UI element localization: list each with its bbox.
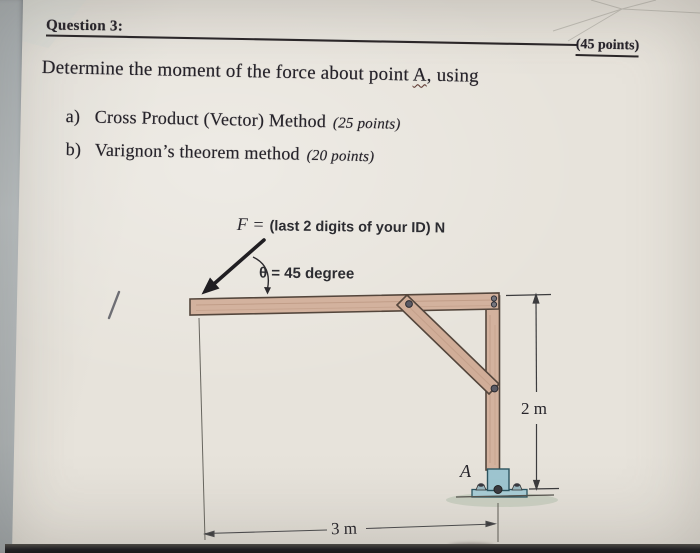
item-label: b) (65, 139, 82, 160)
item-points: (25 points) (332, 115, 401, 133)
force-arrow (202, 240, 265, 295)
item-points: (20 points) (306, 147, 375, 166)
brace-top-pin (406, 301, 413, 308)
item-text: Varignon’s theorem method (94, 139, 300, 164)
beam-member (190, 293, 499, 315)
force-value: (last 2 digits of your ID) N (269, 218, 446, 237)
force-symbol: F = (236, 214, 265, 235)
item-label: a) (65, 106, 81, 127)
prompt-prefix: Determine the moment of the force about point (41, 57, 414, 86)
point-a-label: A (460, 461, 471, 481)
prompt-suffix: , using (426, 64, 480, 87)
photo-bottom-edge (5, 544, 700, 553)
dim-2m-label: 2 m (521, 399, 547, 418)
points-badge: (45 points) (576, 37, 640, 58)
dim-2m-lines (506, 295, 559, 490)
header-rule (46, 36, 578, 46)
angle-label: θ = 45 degree (258, 264, 355, 283)
item-text: Cross Product (Vector) Method (94, 106, 327, 132)
question-title: Question 3: (45, 17, 124, 35)
pen-slash-mark (109, 292, 119, 318)
beam-bolt-upper (491, 296, 496, 301)
brace-bottom-pin (491, 385, 498, 392)
base-pin (494, 486, 502, 494)
beam-bolt-lower (491, 302, 496, 307)
point-a-emphasis: A (412, 64, 428, 86)
dim-3m-label: 3 m (330, 518, 358, 539)
force-label (237, 214, 446, 238)
crease-lines (553, 0, 700, 41)
